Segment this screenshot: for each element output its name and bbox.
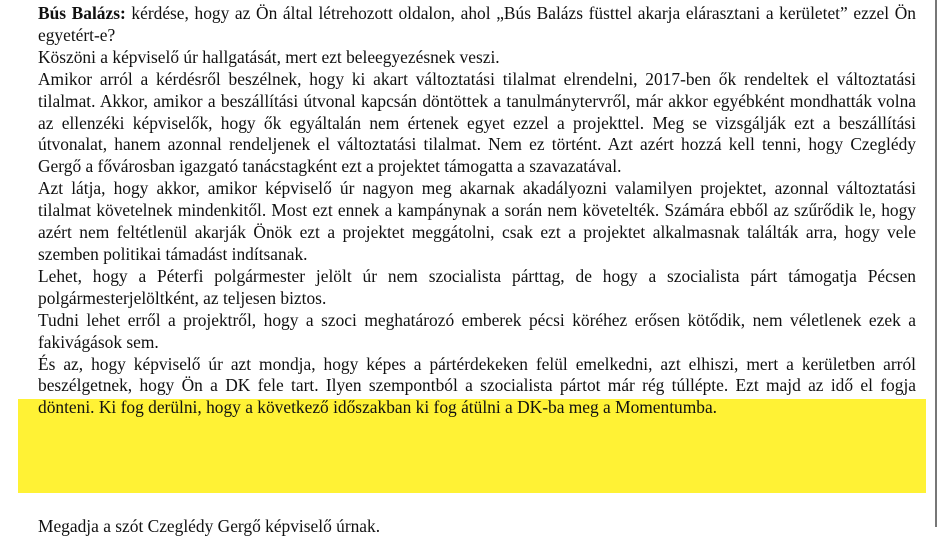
document-body bbox=[38, 3, 916, 419]
paragraph-2: Amikor arról a kérdésről beszélnek, hogy ki akart változtatási tilalmat elrendelni, 2017-ben ők rendeltek el változtatási tilalmat. Akkor, amikor a beszállítási útvonal kapcsán döntöttek a tanulmánytervről, már akkor egyébként mondhatták volna az ellenzéki képviselők, hogy ők egyáltalán nem értenek egyet ezzel a projekttel. Meg se vizsgálják ezt a beszállítási útvonalat, hanem azonnal rendeljenek el változtatási tilalmat. Nem ez történt. Azt azért hozzá kell tenni, hogy Czeglédy Gergő a fővárosban igazgató tanácstagként ezt a projektet támogatta a szavazatával. bbox=[38, 68, 916, 177]
page-edge-divider bbox=[935, 0, 937, 527]
speaker-question bbox=[38, 3, 916, 47]
paragraph-3: Azt látja, hogy akkor, amikor képviselő úr nagyon meg akarnak akadályozni valamilyen projektet, azonnal változtatási tilalmat követelnek mindenkitől. Most ezt ennek a kampánynak a során nem követelték. Számára ebből az szűrődik le, hogy azért nem feltétlenül akarják Önök ezt a projektet meggátolni, csak ezt a projektet alkalmasnak találták arra, hogy vele szemben politikai támadást indítsanak. bbox=[38, 178, 916, 264]
highlighted-paragraph: És az, hogy képviselő úr azt mondja, hogy képes a pártérdekeken felül emelkedni, azt elhiszi, mert a kerületben arról beszélgetnek, hogy Ön a DK fele tart. Ilyen szempontból a szocialista pártot már rég túllépte. Ezt majd az idő el fogja dönteni. Ki fog derülni, hogy a következő időszakban ki fog átülni a DK-ba meg a Momentumba. bbox=[38, 353, 916, 418]
paragraph-1: Köszöni a képviselő úr hallgatását, mert ezt beleegyezésnek veszi. bbox=[38, 46, 500, 67]
question-text: kérdése, hogy az Ön által létrehozott oldalon, ahol „Bús Balázs füsttel akarja elárasztani a kerületet” ezzel Ön egyetért-e? bbox=[38, 3, 916, 45]
paragraph-5: Tudni lehet erről a projektről, hogy a szoci meghatározó emberek pécsi köréhez erősen kötődik, nem véletlenek ezek a fakivágások sem. bbox=[38, 309, 916, 352]
paragraph-4: Lehet, hogy a Péterfi polgármester jelölt úr nem szocialista párttag, de hogy a szocialista párt támogatja Pécsen polgármesterjelöltként, az teljesen biztos. bbox=[38, 265, 916, 308]
closing-line: Megadja a szót Czeglédy Gergő képviselő úrnak. bbox=[38, 516, 381, 537]
speaker-name: Bús Balázs: bbox=[38, 3, 126, 23]
